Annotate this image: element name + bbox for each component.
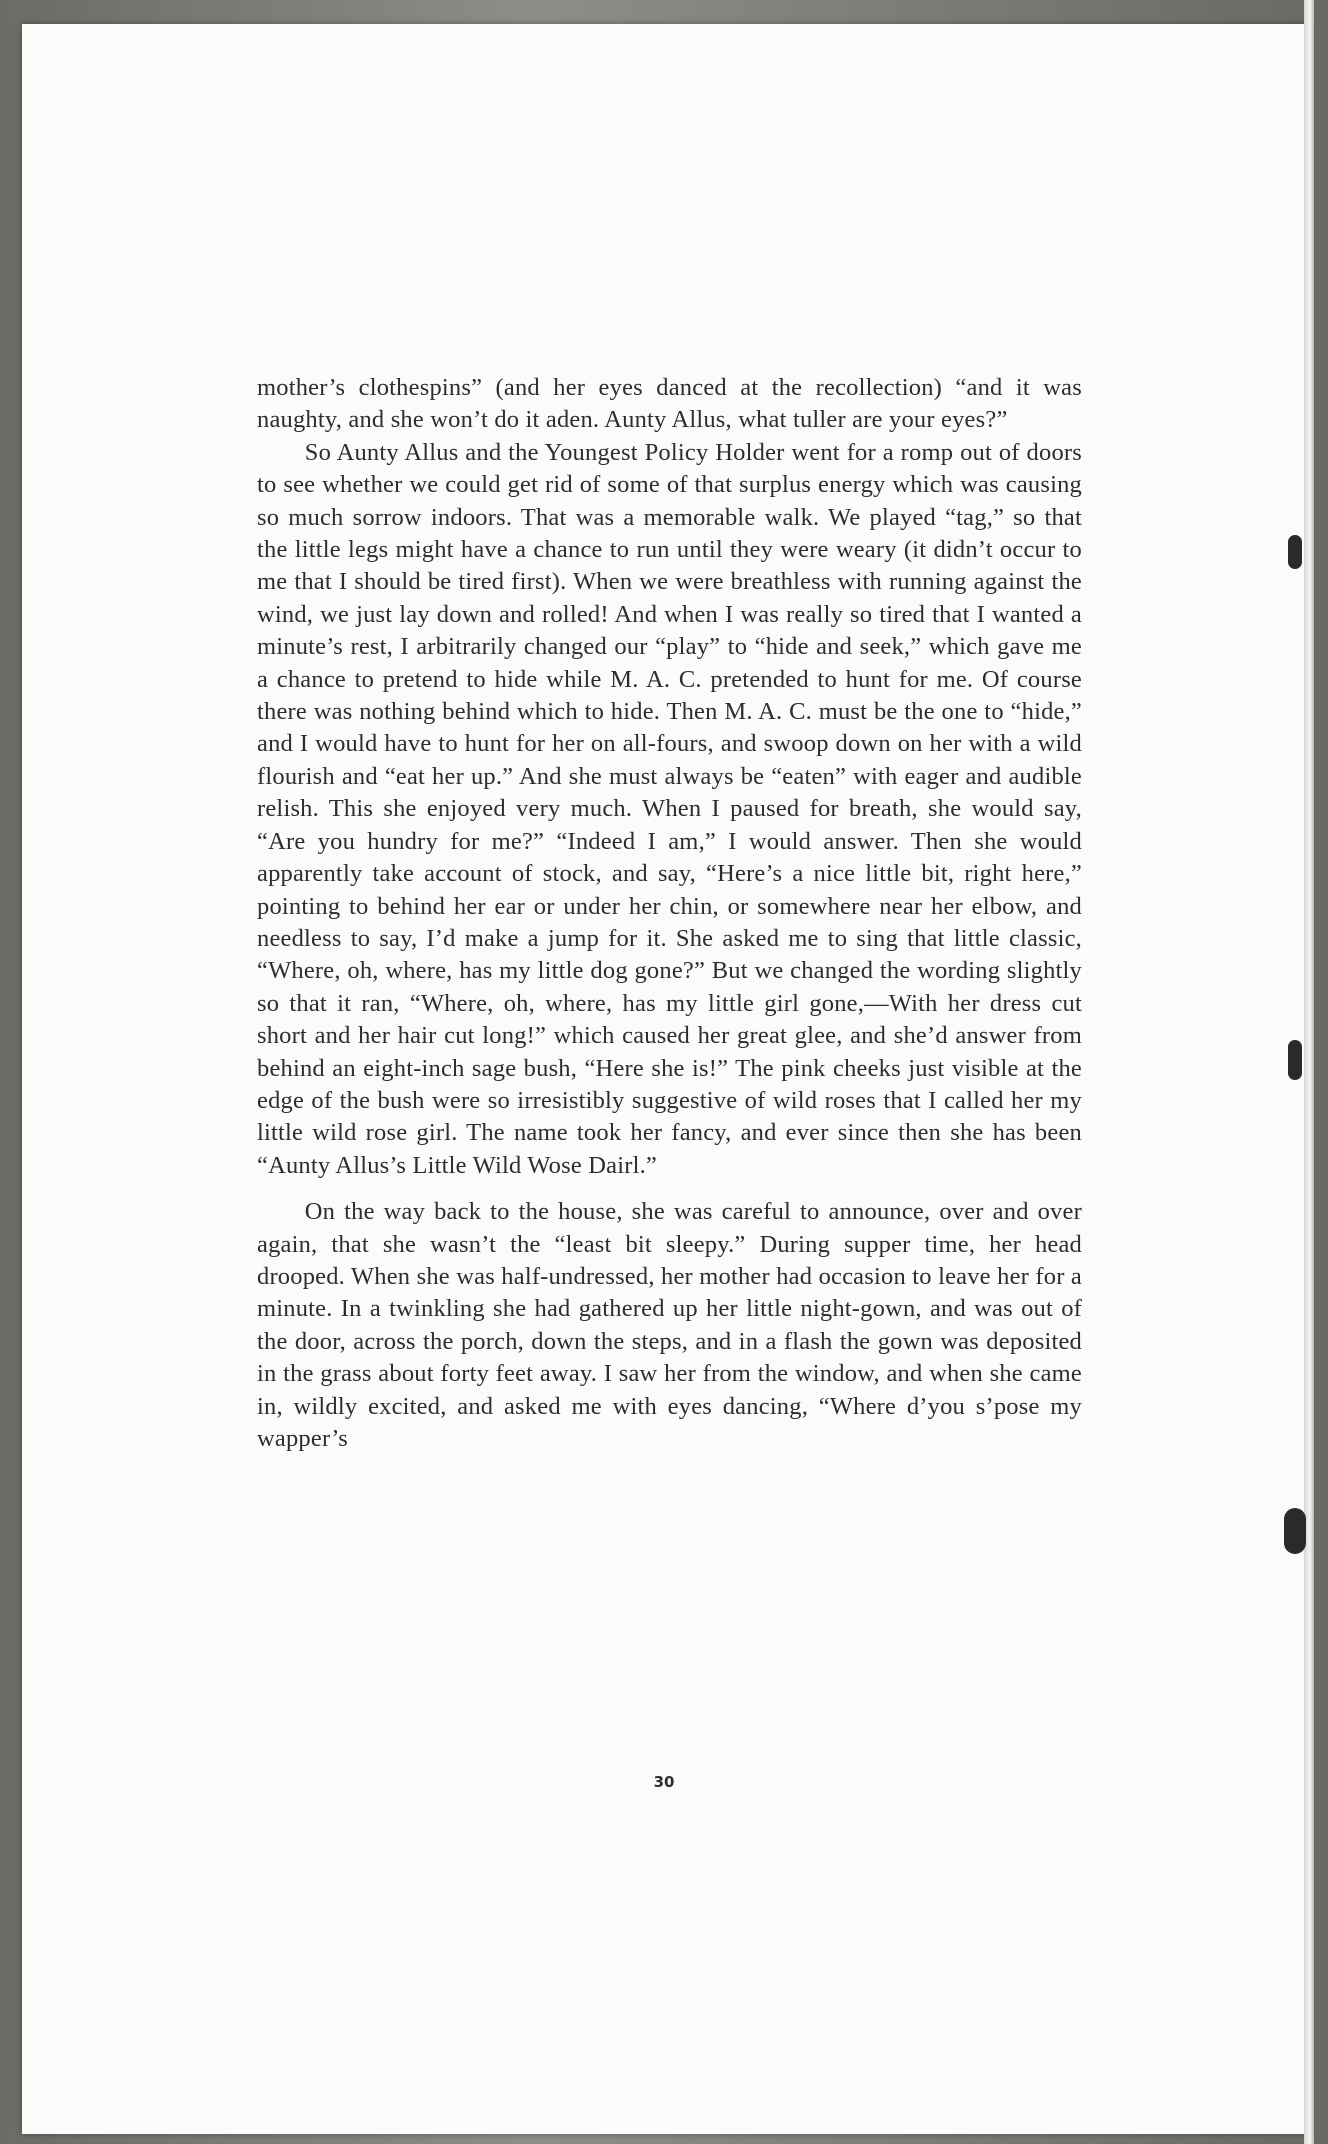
- body-text: [257, 372, 1082, 1455]
- binding-mark-top: [1288, 535, 1302, 569]
- paragraph-2: So Aunty Allus and the Youngest Policy Holder went for a romp out of doors to see whether we could get rid of some of that surplus energy which was causing so much sorrow indoors. That was a memorable walk. We played “tag,” so that the little legs might have a chance to run until they were weary (it didn’t occur to me that I should be tired first). When we were breathless with running against the wind, we just lay down and rolled! And when I was really so tired that I wanted a minute’s rest, I arbitrarily changed our “play” to “hide and seek,” which gave me a chance to pretend to hide while M. A. C. pretended to hunt for me. Of course there was nothing behind which to hide. Then M. A. C. must be the one to “hide,” and I would have to hunt for her on all-fours, and swoop down on her with a wild flourish and “eat her up.” And she must always be “eaten” with eager and audible relish. This she enjoyed very much. When I paused for breath, she would say, “Are you hundry for me?” “Indeed I am,” I would answer. Then she would apparently take account of stock, and say, “Here’s a nice little bit, right here,” pointing to behind her ear or under her chin, or somewhere near her elbow, and needless to say, I’d make a jump for it. She asked me to sing that little classic, “Where, oh, where, has my little dog gone?” But we changed the wording slightly so that it ran, “Where, oh, where, has my little girl gone,—With her dress cut short and her hair cut long!” which caused her great glee, and she’d answer from behind an eight-inch sage bush, “Here she is!” The pink cheeks just visible at the edge of the bush were so irresistibly suggestive of wild roses that I called her my little wild rose girl. The name took her fancy, and ever since then she has been “Aunty Allus’s Little Wild Wose Dairl.”: [257, 438, 1082, 1179]
- page-edge: [1304, 0, 1314, 2144]
- binding-mark-bottom: [1284, 1508, 1306, 1554]
- page-number: 30: [653, 1773, 675, 1791]
- paragraph-1: mother’s clothespins” (and her eyes danced at the recollection) “and it was naughty, and she won’t do it aden. Aunty Allus, what tuller are your eyes?”: [257, 374, 1082, 434]
- paragraph-3: On the way back to the house, she was careful to announce, over and over again, that she wasn’t the “least bit sleepy.” During supper time, her head drooped. When she was half-undressed, her mother had occasion to leave her for a minute. In a twinkling she had gathered up her little night-gown, and was out of the door, across the porch, down the steps, and in a flash the gown was deposited in the grass about forty feet away. I saw her from the window, and when she came in, wildly excited, and asked me with eyes dancing, “Where d’you s’pose my wapper’s: [257, 1198, 1082, 1452]
- binding-mark-middle: [1288, 1040, 1302, 1080]
